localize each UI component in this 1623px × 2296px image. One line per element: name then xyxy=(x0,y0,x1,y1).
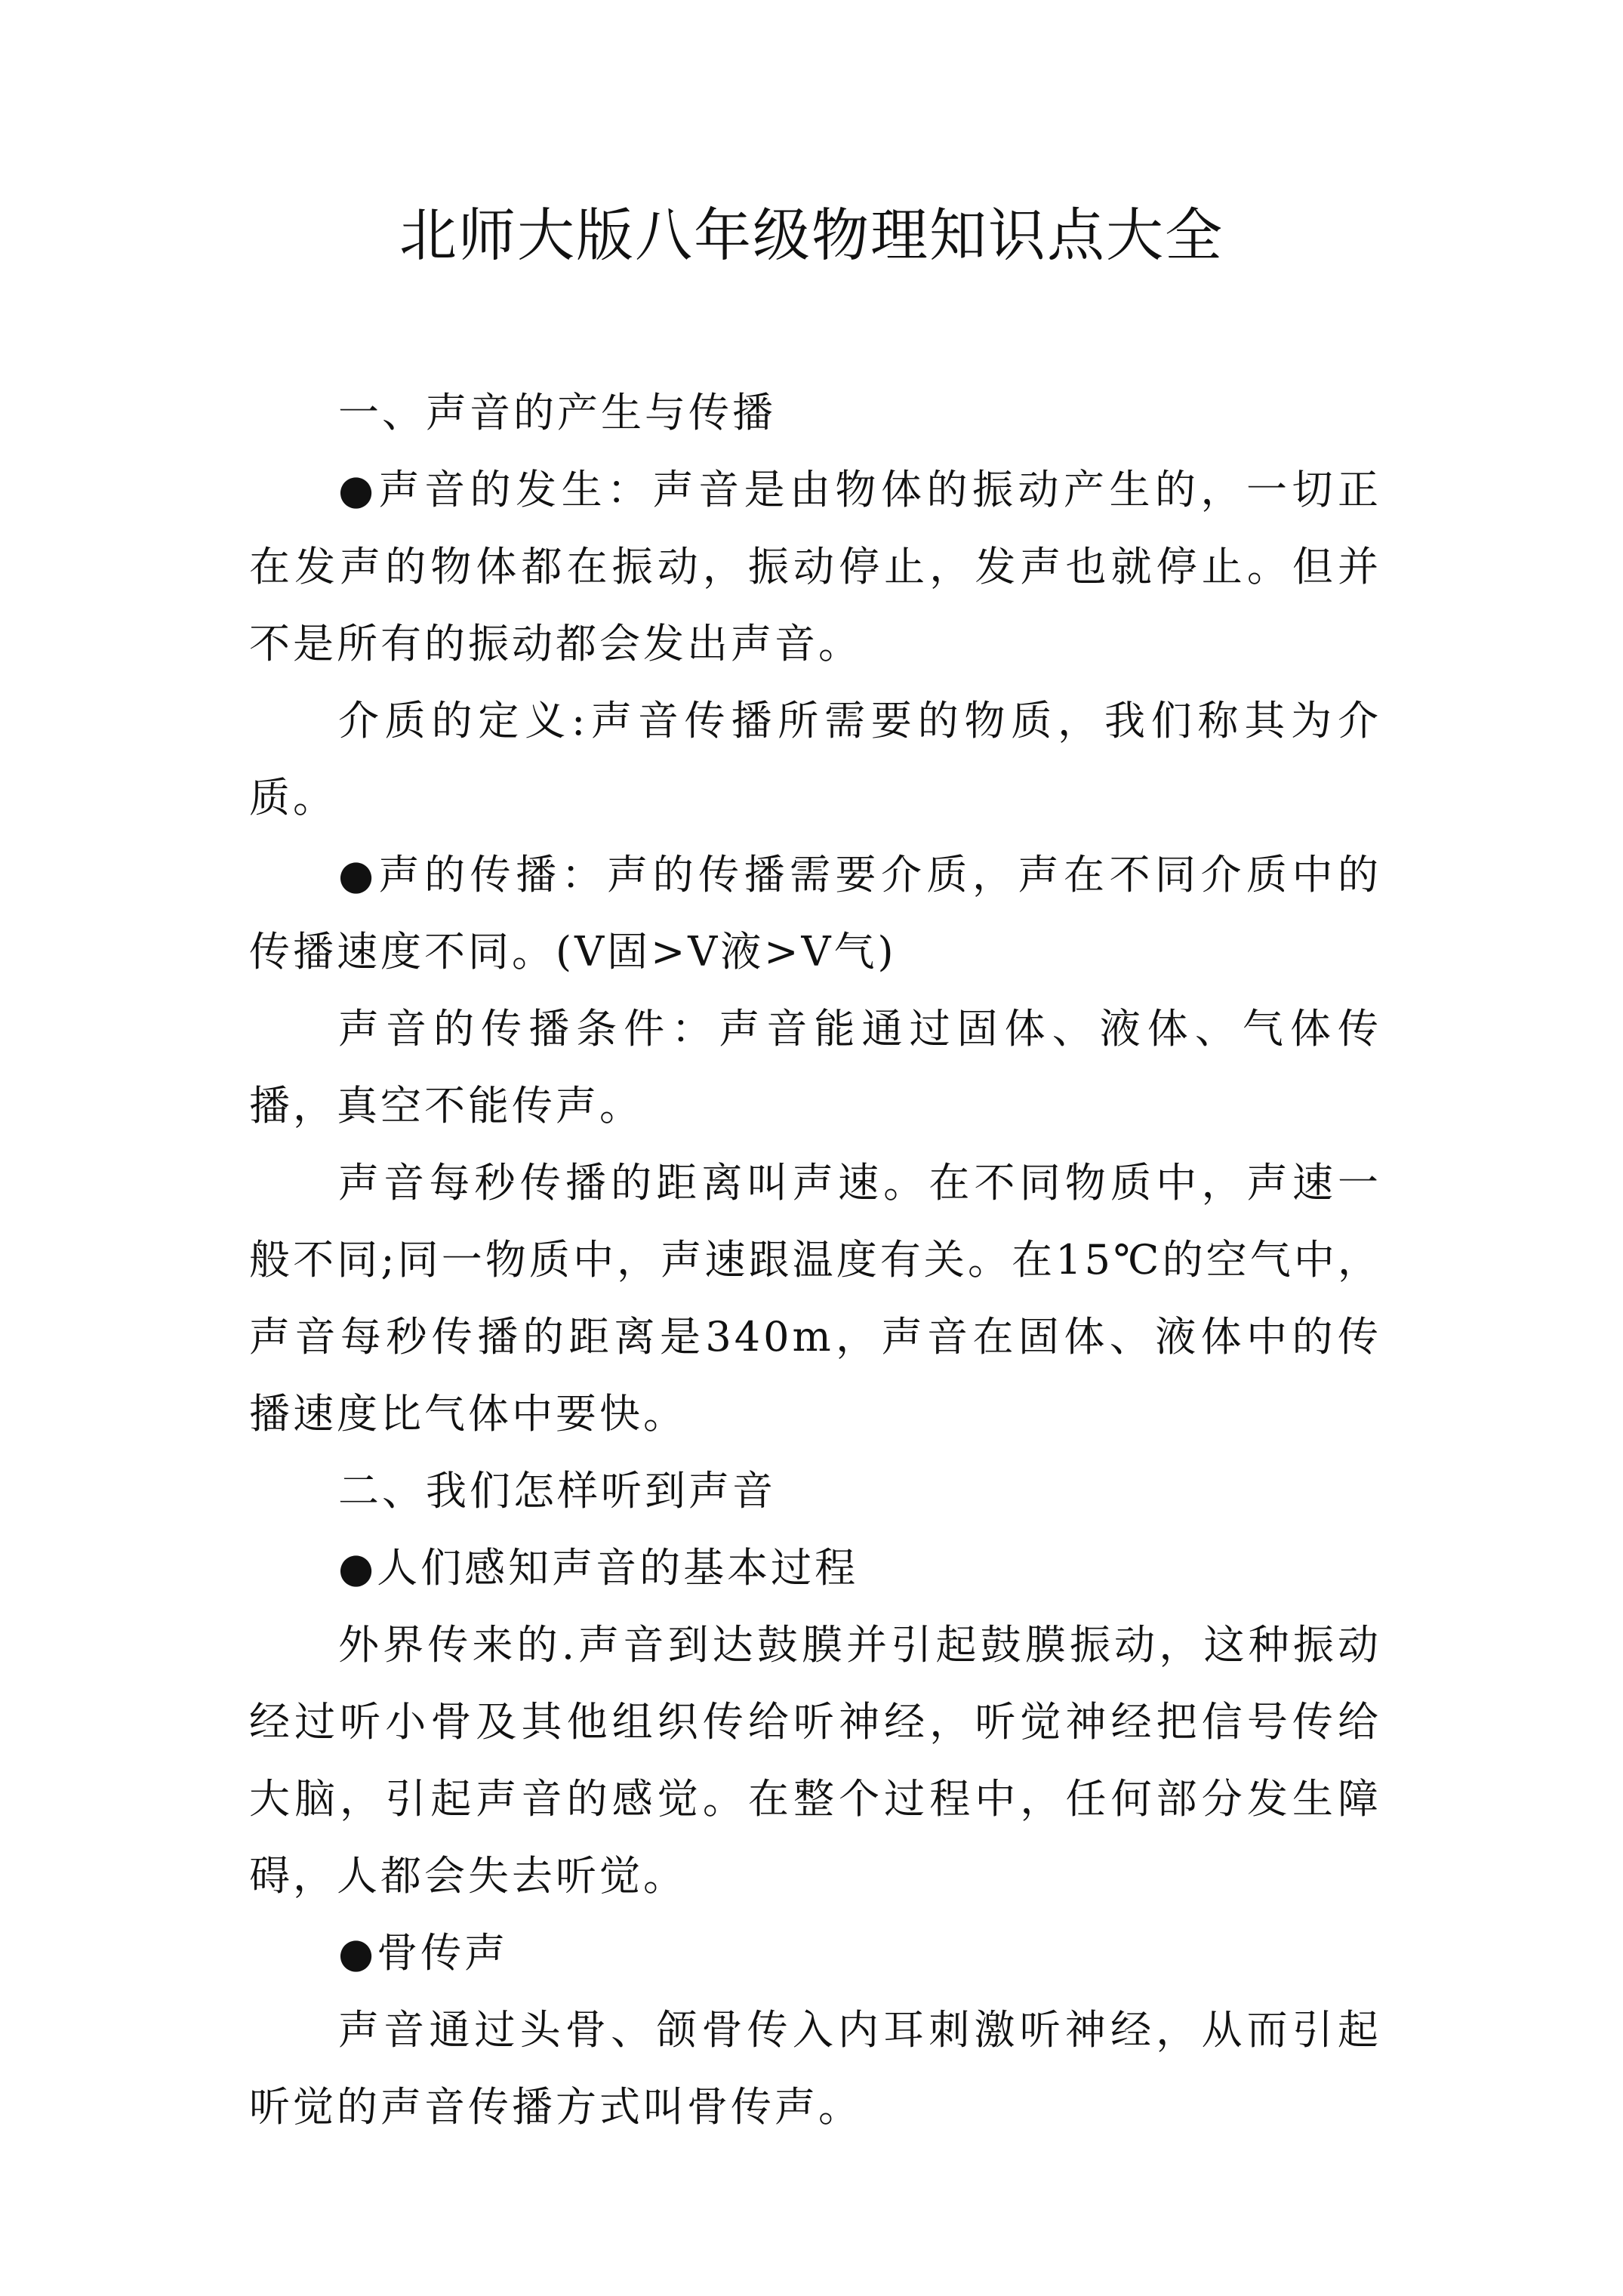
paragraph-speed-of-sound: 声音每秒传播的距离叫声速。在不同物质中，声速一般不同;同一物质中，声速跟温度有关。在15℃的空气中，声音每秒传播的距离是340m，声音在固体、液体中的传播速度比气体中要快。 xyxy=(249,1159,1381,1438)
document-body xyxy=(249,374,1381,2146)
paragraph-propagation-conditions: 声音的传播条件：声音能通过固体、液体、气体传播，真空不能传声。 xyxy=(249,1005,1381,1130)
section-heading-2: 二、我们怎样听到声音 xyxy=(338,1467,776,1515)
paragraph-bone-conduction: 声音通过头骨、颌骨传入内耳刺激听神经，从而引起听觉的声音传播方式叫骨传声。 xyxy=(249,2006,1381,2131)
paragraph-hearing-process-heading: ●人们感知声音的基本过程 xyxy=(338,1544,859,1592)
paragraph-sound-origin: ●声音的发生：声音是由物体的振动产生的，一切正在发声的物体都在振动，振动停止，发声也就停止。但并不是所有的振动都会发出声音。 xyxy=(249,466,1381,667)
paragraph-sound-propagation: ●声的传播：声的传播需要介质，声在不同介质中的传播速度不同。(V固>V液>V气) xyxy=(249,851,1381,975)
paragraph-bone-conduction-heading: ●骨传声 xyxy=(338,1929,509,1977)
paragraph-medium-definition: 介质的定义:声音传播所需要的物质，我们称其为介质。 xyxy=(249,697,1381,821)
document-title: 北师大版八年级物理知识点大全 xyxy=(399,202,1224,269)
section-heading-1: 一、声音的产生与传播 xyxy=(338,389,776,436)
paragraph-hearing-process: 外界传来的.声音到达鼓膜并引起鼓膜振动，这种振动经过听小骨及其他组织传给听神经，听觉神经把信号传给大脑，引起声音的感觉。在整个过程中，任何部分发生障碍，人都会失去听觉。 xyxy=(249,1621,1381,1900)
